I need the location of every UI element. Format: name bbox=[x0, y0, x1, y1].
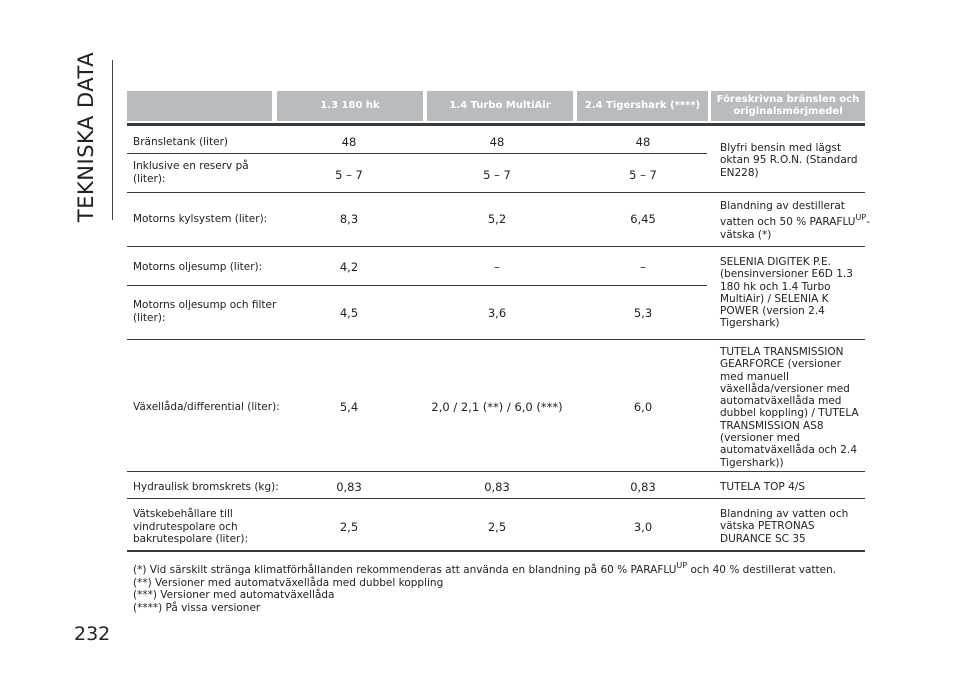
row-divider bbox=[127, 471, 865, 472]
cell-brake-1-4: 0,83 bbox=[484, 480, 510, 494]
cell-gearbox-1-4: 2,0 / 2,1 (**) / 6,0 (***) bbox=[431, 400, 563, 414]
row-divider bbox=[127, 153, 707, 154]
cell-oil-filter-1-3: 4,5 bbox=[339, 306, 359, 320]
cell-washer-2-4: 3,0 bbox=[633, 520, 653, 534]
spec-gearbox-oil: TUTELA TRANSMISSION GEARFORCE (versioner med manuell växellåda/versioner med automatväxellåda med dubbel koppling) / TUTELA TRANSMISSION AS8 (versioner med automatväxellåda och 2.4 Tigershark)) bbox=[720, 346, 859, 469]
cell-gearbox-1-3: 5,4 bbox=[339, 400, 359, 414]
page-number: 232 bbox=[74, 623, 111, 645]
cell-gearbox-2-4: 6,0 bbox=[633, 400, 653, 414]
cell-fuel-tank-2-4: 48 bbox=[635, 135, 651, 149]
header-empty-cell bbox=[127, 91, 272, 121]
row-label-cooling: Motorns kylsystem (liter): bbox=[133, 213, 268, 225]
cell-fuel-tank-1-3: 48 bbox=[341, 135, 357, 149]
table-bottom-rule bbox=[127, 550, 865, 552]
spec-engine-oil: SELENIA DIGITEK P.E. (bensinversioner E6D 1.3 180 hk och 1.4 Turbo MultiAir) / SELENIA K POWER (version 2.4 Tigershark) bbox=[720, 256, 853, 330]
footnote-2: (**) Versioner med automatväxellåda med dubbel koppling bbox=[133, 576, 444, 589]
cell-cooling-2-4: 6,45 bbox=[630, 212, 656, 226]
cell-oil-sump-1-4: – bbox=[494, 260, 500, 274]
cell-oil-filter-2-4: 5,3 bbox=[633, 306, 653, 320]
spec-brake-fluid: TUTELA TOP 4/S bbox=[720, 481, 805, 493]
cell-oil-sump-2-4: – bbox=[640, 260, 646, 274]
header-engine-2-4: 2.4 Tigershark (****) bbox=[577, 91, 708, 121]
cell-washer-1-4: 2,5 bbox=[487, 520, 507, 534]
footnote-4: (****) På vissa versioner bbox=[133, 601, 261, 614]
spec-washer-fluid: Blandning av vatten och vätska PETRONAS DURANCE SC 35 bbox=[720, 508, 849, 545]
footnote-3: (***) Versioner med automatväxellåda bbox=[133, 589, 335, 601]
header-engine-1-4: 1.4 Turbo MultiAir bbox=[427, 91, 573, 121]
cell-cooling-1-4: 5,2 bbox=[487, 212, 507, 226]
row-label-oil-sump: Motorns oljesump (liter): bbox=[133, 261, 263, 273]
footnotes bbox=[133, 560, 873, 614]
row-divider bbox=[127, 498, 865, 499]
header-engine-1-3: 1.3 180 hk bbox=[277, 91, 423, 121]
cell-oil-filter-1-4: 3,6 bbox=[487, 306, 507, 320]
spec-coolant: Blandning av destillerat vatten och 50 % $PARAFLU^{UP}$-vätska (*) bbox=[720, 200, 870, 241]
header-divider bbox=[127, 123, 865, 126]
cell-washer-1-3: 2,5 bbox=[339, 520, 359, 534]
row-label-fuel-tank: Bränsletank (liter) bbox=[133, 136, 229, 148]
cell-cooling-1-3: 8,3 bbox=[339, 212, 359, 226]
cell-brake-2-4: 0,83 bbox=[630, 480, 656, 494]
row-label-reserve: Inklusive en reserv på (liter): bbox=[133, 160, 249, 185]
cell-reserve-2-4: 5 – 7 bbox=[629, 168, 657, 182]
cell-oil-sump-1-3: 4,2 bbox=[339, 260, 359, 274]
section-title: TEKNISKA DATA bbox=[74, 51, 98, 223]
row-divider bbox=[127, 285, 707, 286]
footnote-1: (*) Vid särskilt stränga klimatförhållanden rekommenderas att använda en blandning på 60 % $PARAFLU^{UP}$ och 40 % destillerat vatten. bbox=[133, 561, 837, 576]
cell-fuel-tank-1-4: 48 bbox=[489, 135, 505, 149]
cell-brake-1-3: 0,83 bbox=[336, 480, 362, 494]
row-divider bbox=[127, 339, 865, 340]
row-label-washer: Vätskebehållare till vindrutespolare och bakrutespolare (liter): bbox=[133, 508, 248, 545]
header-fluids: Föreskrivna bränslen och originalsmörjmedel bbox=[711, 91, 865, 121]
spec-fuel: Blyfri bensin med lägst oktan 95 R.O.N. (Standard EN228) bbox=[720, 142, 858, 179]
row-divider bbox=[127, 192, 865, 193]
row-label-oil-filter: Motorns oljesump och filter (liter): bbox=[133, 299, 277, 324]
row-label-brake: Hydraulisk bromskrets (kg): bbox=[133, 481, 279, 493]
cell-reserve-1-4: 5 – 7 bbox=[483, 168, 511, 182]
row-divider bbox=[127, 246, 865, 247]
section-divider bbox=[112, 60, 113, 220]
cell-reserve-1-3: 5 – 7 bbox=[335, 168, 363, 182]
row-label-gearbox: Växellåda/differential (liter): bbox=[133, 401, 280, 413]
